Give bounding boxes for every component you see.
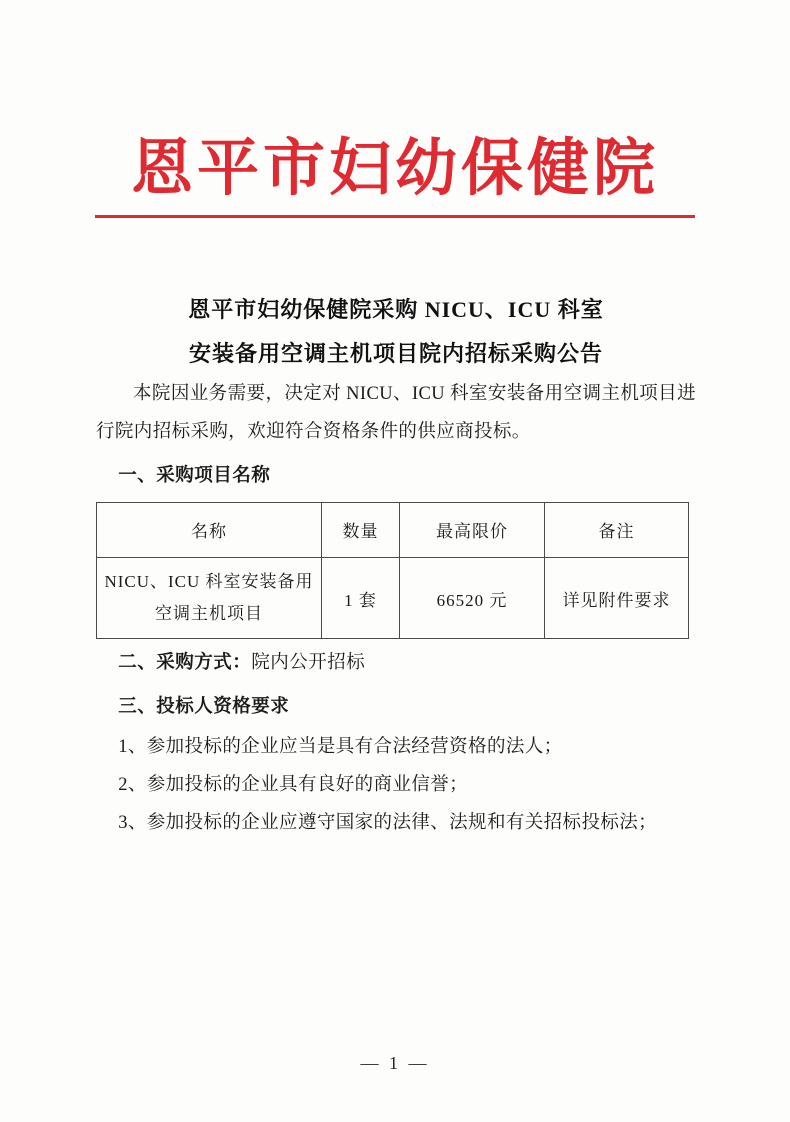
- table-header-quantity: 数量: [322, 502, 400, 557]
- table-row: [97, 557, 689, 639]
- list-item: 1、参加投标的企业应当是具有合法经营资格的法人；: [118, 737, 563, 758]
- page-title-line-2: 安装备用空调主机项目院内招标采购公告: [188, 341, 603, 366]
- table-header-name: 名称: [97, 502, 322, 557]
- table-header-max-price: 最高限价: [400, 502, 545, 557]
- page-title-line-1: 恩平市妇幼保健院采购 NICU、ICU 科室: [188, 297, 604, 322]
- organization-name: 恩平市妇幼保健院: [130, 131, 659, 204]
- page-footer: — 1 —: [360, 1053, 430, 1073]
- letterhead-divider: [95, 215, 695, 218]
- cell-project-name: NICU、ICU 科室安装备用空调主机项目: [97, 557, 322, 639]
- table-header-note: 备注: [545, 502, 689, 557]
- section-heading-2: [96, 645, 696, 683]
- page-title: [96, 288, 696, 376]
- document-body: [96, 288, 696, 843]
- letterhead: [0, 132, 790, 218]
- section-heading-1: 一、采购项目名称: [118, 465, 271, 486]
- section-heading-2-value: 院内公开招标: [251, 653, 366, 674]
- list-item: 3、参加投标的企业应遵守国家的法律、法规和有关招标投标法；: [118, 813, 658, 834]
- table-header-row: [97, 502, 689, 557]
- list-item: 2、参加投标的企业具有良好的商业信誉；: [118, 775, 469, 796]
- section-heading-2-label: 二、采购方式：: [118, 653, 252, 674]
- cell-max-price: 66520 元: [400, 557, 545, 639]
- cell-note: 详见附件要求: [545, 557, 689, 639]
- section-heading-3: 三、投标人资格要求: [118, 697, 290, 718]
- cell-quantity: 1 套: [322, 557, 400, 639]
- procurement-table: [96, 502, 689, 640]
- intro-paragraph: 本院因业务需要，决定对 NICU、ICU 科室安装备用空调主机项目进行院内招标采购，欢迎符合资格条件的供应商投标。: [96, 384, 696, 442]
